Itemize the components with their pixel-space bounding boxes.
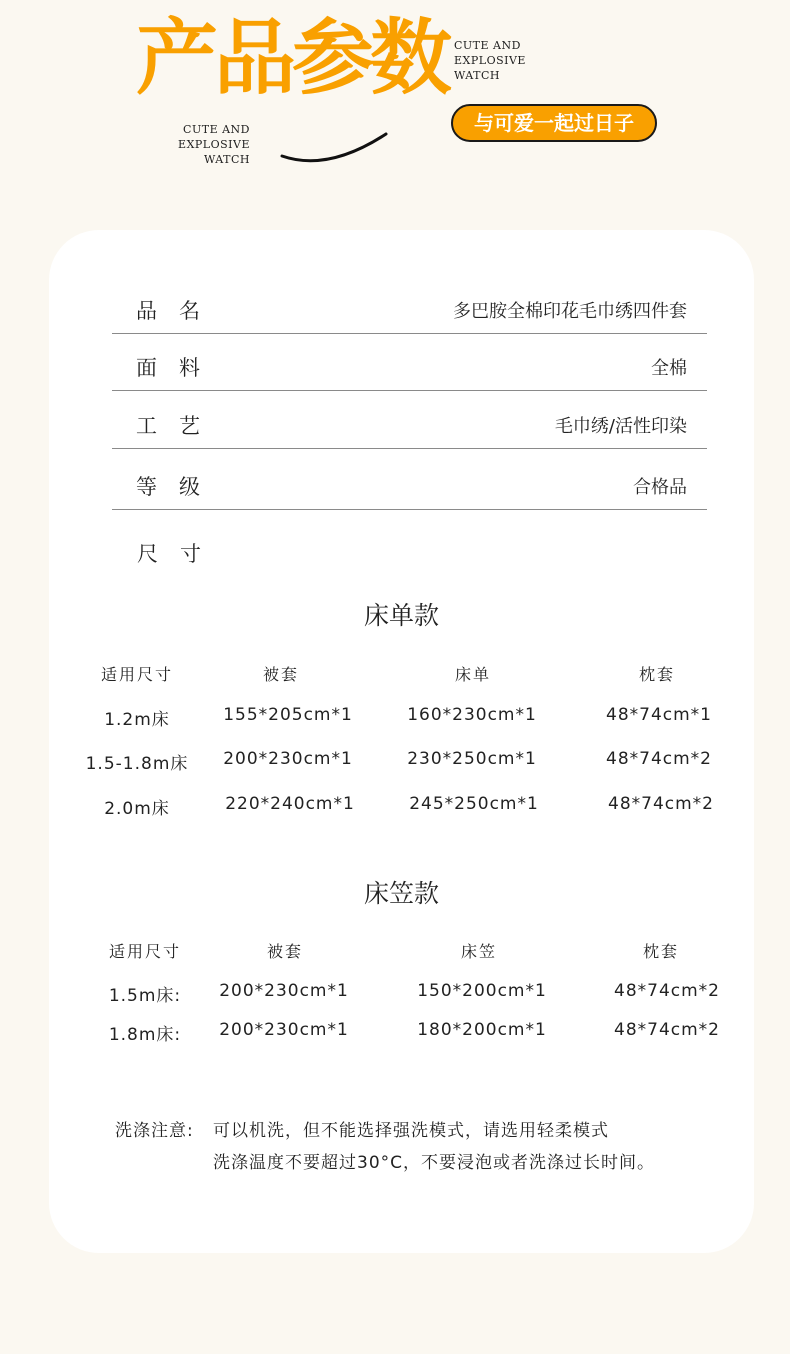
- table-cell: 48*74cm*2: [606, 749, 712, 769]
- table-cell: 2.0m床: [104, 799, 170, 819]
- spec-row-grade: [112, 452, 707, 510]
- table-cell: 48*74cm*2: [614, 1020, 720, 1040]
- table-cell: 160*230cm*1: [407, 705, 537, 725]
- spec-value: 毛巾绣/活性印染: [554, 416, 687, 437]
- spec-value: 合格品: [633, 477, 687, 498]
- spec-label: 面料: [136, 356, 222, 380]
- size-label: 尺寸: [137, 542, 223, 566]
- tagline-right: [454, 38, 526, 83]
- tagline-line: CUTE AND: [183, 123, 250, 136]
- wash-note-label: 洗涤注意:: [115, 1121, 194, 1141]
- spec-label: 等级: [136, 475, 222, 499]
- page-header: [0, 0, 790, 200]
- table-cell: 230*250cm*1: [407, 749, 537, 769]
- table-cell: 245*250cm*1: [409, 794, 539, 814]
- spec-row-craft: [112, 391, 707, 449]
- wash-note-line2: 洗涤温度不要超过30°C，不要浸泡或者洗涤过长时间。: [213, 1153, 656, 1173]
- tagline-left: [174, 122, 250, 167]
- table-cell: 220*240cm*1: [225, 794, 355, 814]
- table-header: 枕套: [642, 942, 679, 961]
- table-cell: 150*200cm*1: [417, 981, 547, 1001]
- tagline-line: CUTE AND: [454, 39, 521, 52]
- table-cell: 155*205cm*1: [223, 705, 353, 725]
- spec-label: 工艺: [136, 414, 222, 438]
- spec-card: [49, 230, 754, 1253]
- table-header: 床笠: [460, 942, 497, 961]
- decorative-curve: [278, 128, 392, 168]
- spec-value: 多巴胺全棉印花毛巾绣四件套: [453, 301, 687, 322]
- spec-row-fabric: [112, 333, 707, 391]
- table-cell: 200*230cm*1: [219, 1020, 349, 1040]
- table-cell: 48*74cm*2: [608, 794, 714, 814]
- wash-note-line1: 可以机洗，但不能选择强洗模式，请选用轻柔模式: [213, 1121, 609, 1141]
- tagline-line: EXPLOSIVE: [454, 54, 526, 67]
- table-header: 适用尺寸: [100, 665, 173, 684]
- table-cell: 1.5-1.8m床: [85, 754, 189, 774]
- spec-row-name: [112, 276, 707, 334]
- table-cell: 180*200cm*1: [417, 1020, 547, 1040]
- table-header: 被套: [266, 942, 303, 961]
- table-header: 枕套: [638, 665, 675, 684]
- table-cell: 48*74cm*1: [606, 705, 712, 725]
- table-header: 适用尺寸: [108, 942, 181, 961]
- table-cell: 200*230cm*1: [223, 749, 353, 769]
- tagline-line: EXPLOSIVE: [178, 138, 250, 151]
- tagline-line: WATCH: [204, 153, 250, 166]
- table-header: 床单: [454, 665, 491, 684]
- fitted-table-title: 床笠款: [363, 879, 439, 908]
- table-header: 被套: [262, 665, 299, 684]
- spec-value: 全棉: [651, 358, 687, 379]
- table-cell: 1.8m床:: [108, 1025, 182, 1045]
- spec-label: 品名: [136, 299, 222, 323]
- tagline-line: WATCH: [454, 69, 500, 82]
- table-cell: 200*230cm*1: [219, 981, 349, 1001]
- table-cell: 1.5m床:: [108, 986, 182, 1006]
- slogan-badge: 与可爱一起过日子: [451, 104, 657, 142]
- sheet-table-title: 床单款: [363, 601, 439, 630]
- page-title: 产品参数: [136, 11, 449, 106]
- table-cell: 48*74cm*2: [614, 981, 720, 1001]
- table-cell: 1.2m床: [104, 710, 170, 730]
